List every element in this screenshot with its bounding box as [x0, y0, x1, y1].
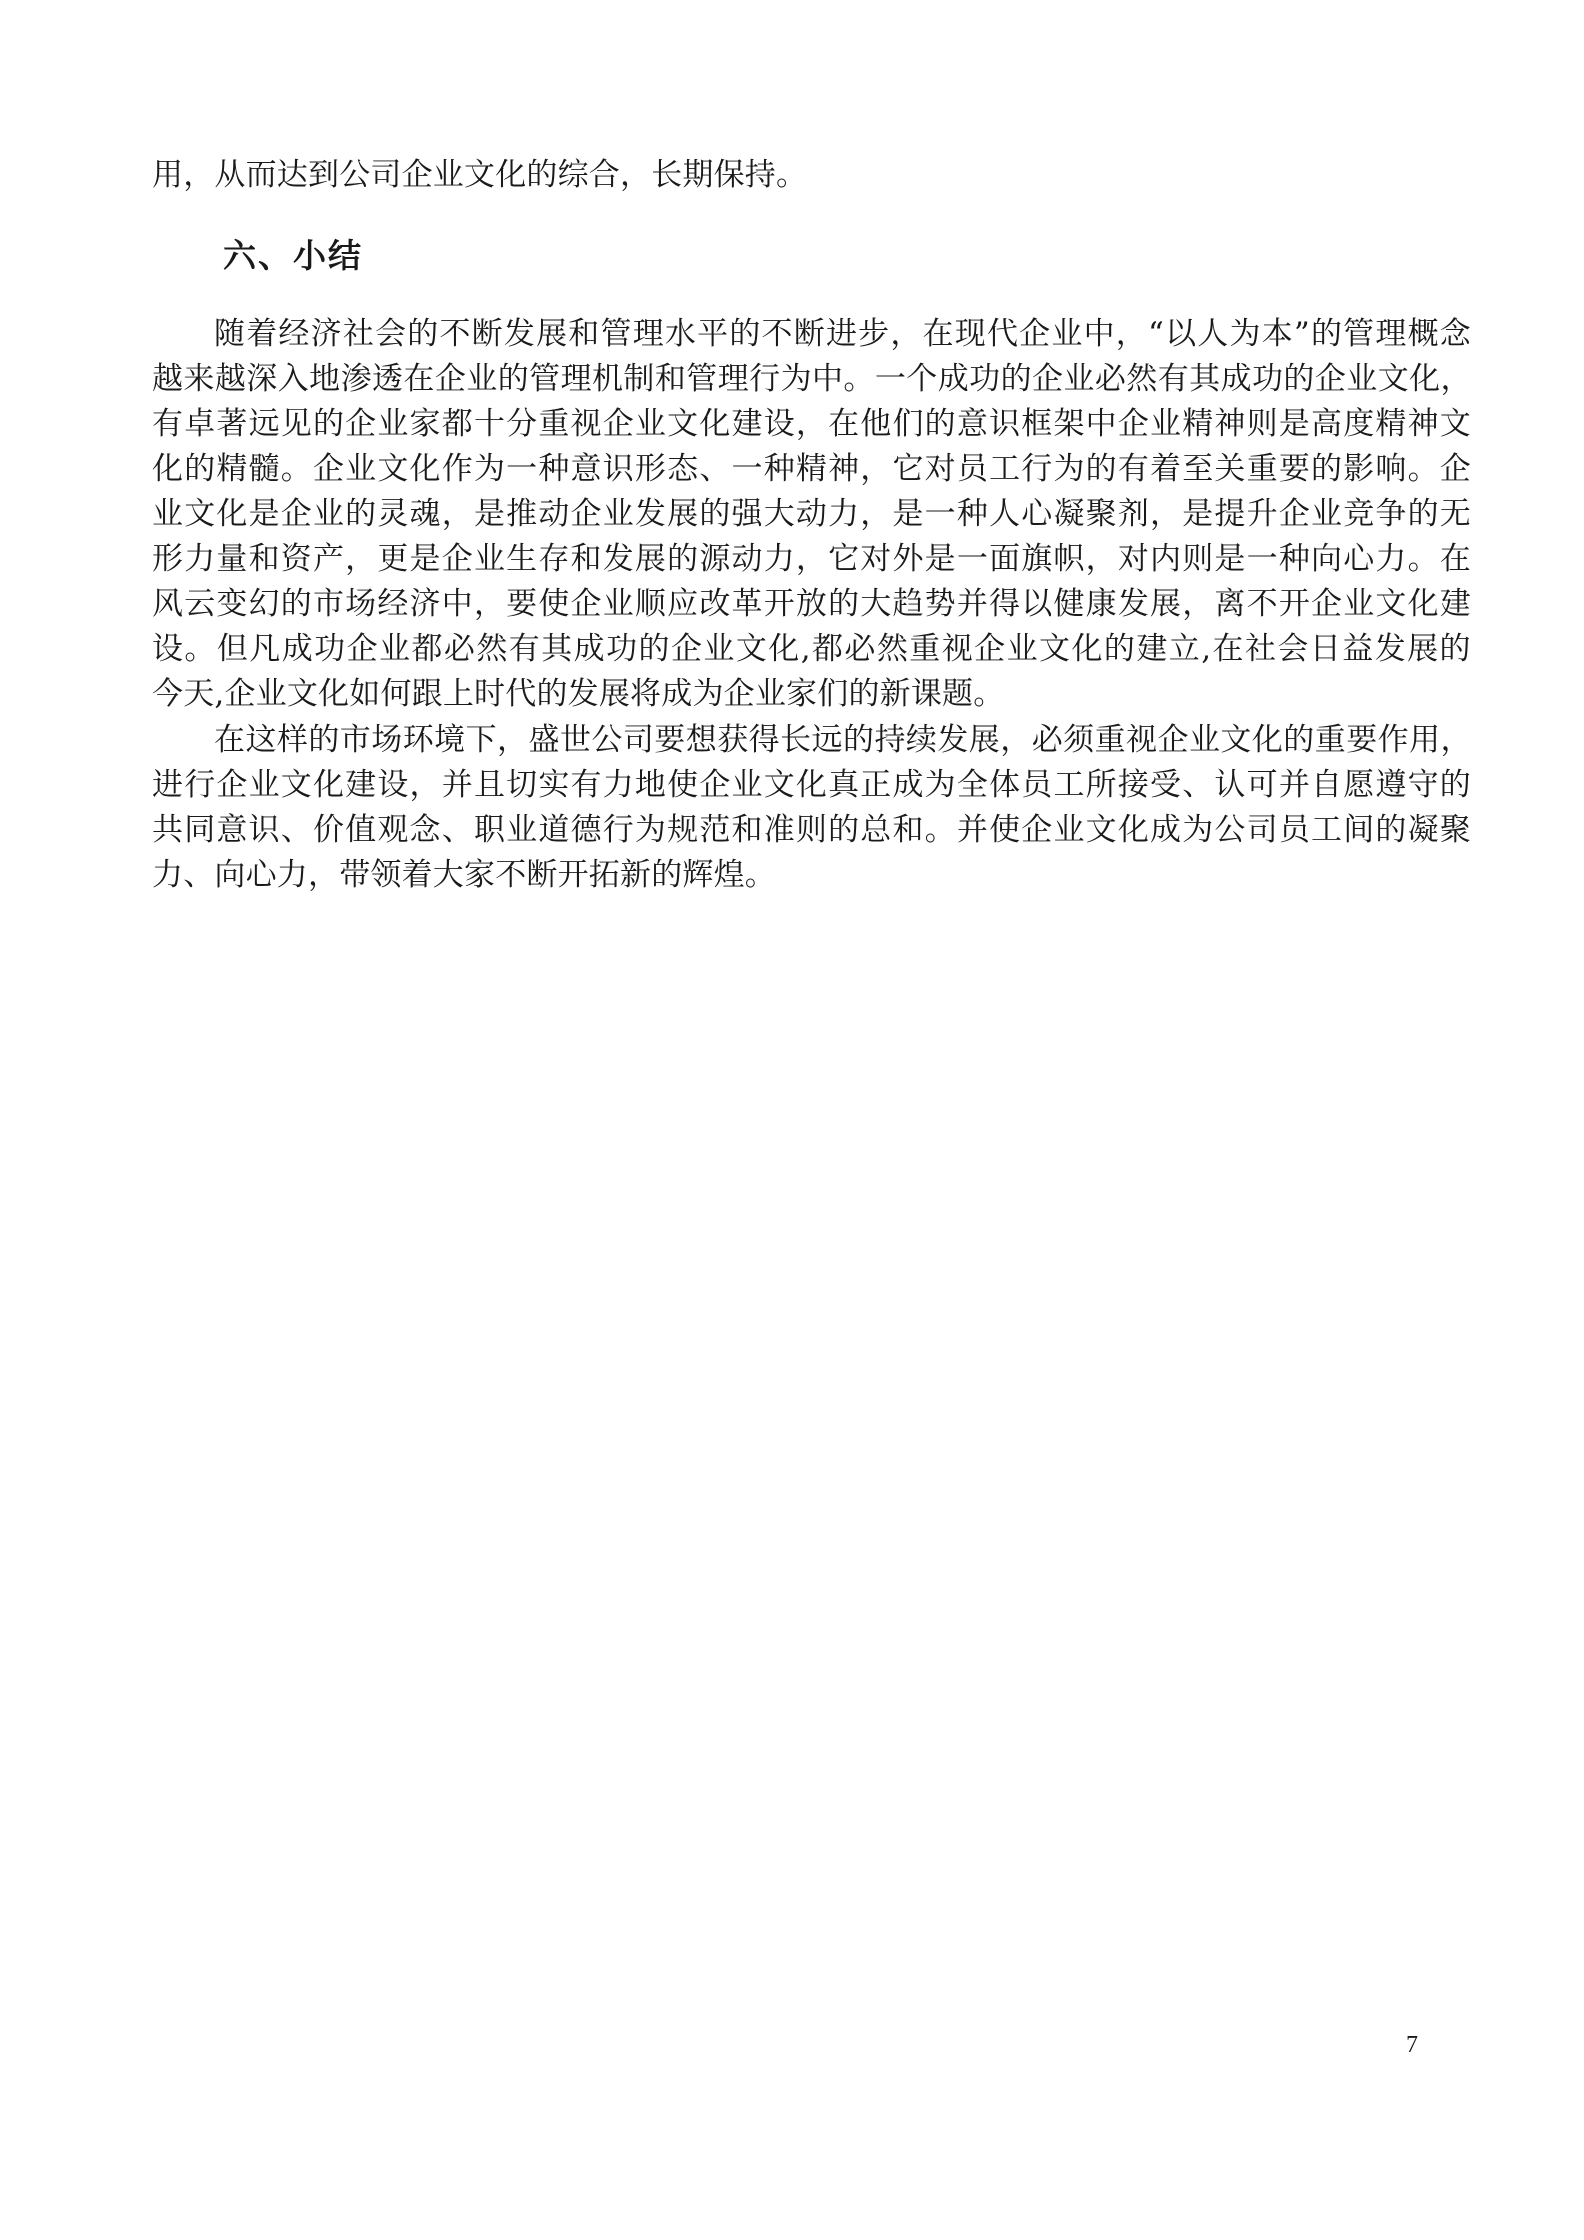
paragraph1-line: 业文化是企业的灵魂，是推动企业发展的强大动力，是一种人心凝聚剂，是提升企业竞争的无	[152, 496, 1472, 532]
paragraph1-line: 风云变幻的市场经济中，要使企业顺应改革开放的大趋势并得以健康发展，离不开企业文化建	[152, 586, 1472, 622]
paragraph1-line: 随着经济社会的不断发展和管理水平的不断进步，在现代企业中，“以人为本”的管理概念	[214, 316, 1472, 352]
continuation-line: 用，从而达到公司企业文化的综合，长期保持。	[152, 157, 808, 193]
paragraph1-line: 化的精髓。企业文化作为一种意识形态、一种精神，它对员工行为的有着至关重要的影响。企	[152, 451, 1472, 487]
paragraph2-line: 进行企业文化建设，并且切实有力地使企业文化真正成为全体员工所接受、认可并自愿遵守的	[152, 767, 1472, 803]
paragraph1-line: 今天,企业文化如何跟上时代的发展将成为企业家们的新课题。	[152, 676, 1005, 712]
paragraph1-line: 越来越深入地渗透在企业的管理机制和管理行为中。一个成功的企业必然有其成功的企业文化，	[152, 361, 1472, 397]
paragraph1-line: 设。但凡成功企业都必然有其成功的企业文化,都必然重视企业文化的建立,在社会日益发展的	[152, 631, 1472, 667]
paragraph1-line: 形力量和资产，更是企业生存和发展的源动力，它对外是一面旗帜，对内则是一种向心力。在	[152, 541, 1472, 577]
paragraph2-line: 共同意识、价值观念、职业道德行为规范和准则的总和。并使企业文化成为公司员工间的凝聚	[152, 812, 1472, 848]
section-heading: 六、小结	[223, 236, 363, 275]
paragraph2-line: 力、向心力，带领着大家不断开拓新的辉煌。	[152, 857, 776, 893]
paragraph2-line: 在这样的市场环境下，盛世公司要想获得长远的持续发展，必须重视企业文化的重要作用，	[214, 722, 1472, 758]
page-number: 7	[1406, 2032, 1418, 2058]
paragraph1-line: 有卓著远见的企业家都十分重视企业文化建设，在他们的意识框架中企业精神则是高度精神文	[152, 406, 1472, 442]
